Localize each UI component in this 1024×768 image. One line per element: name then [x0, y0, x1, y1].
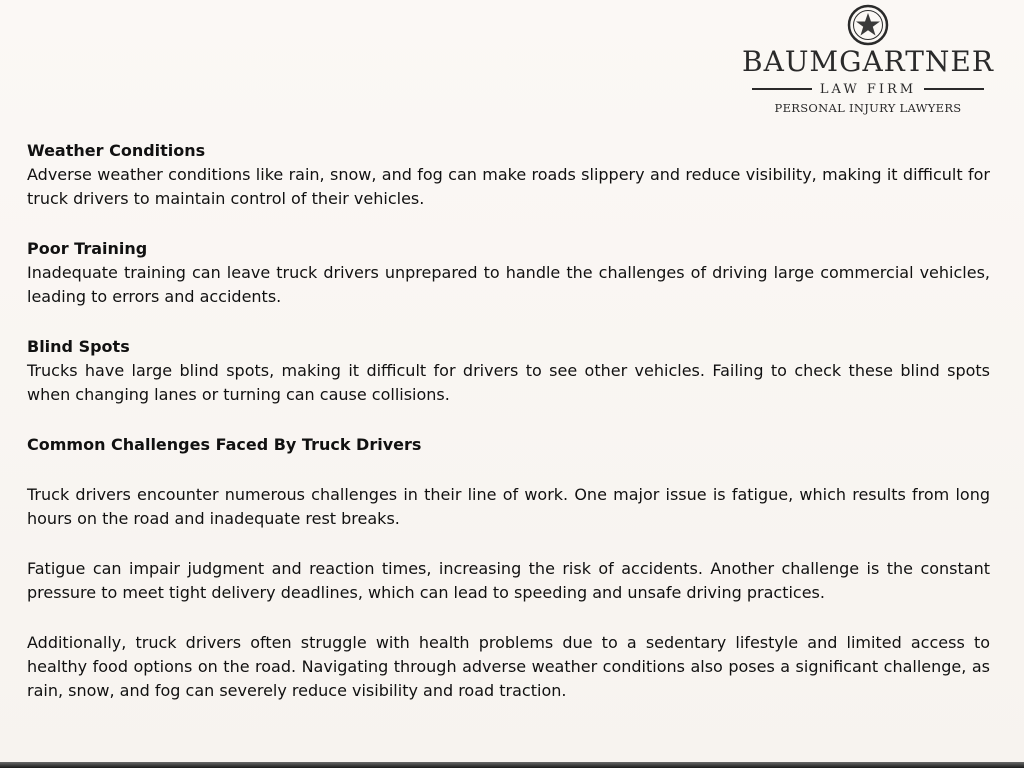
- heading-common-challenges: Common Challenges Faced By Truck Drivers: [27, 435, 422, 454]
- paragraph-challenges-3: Additionally, truck drivers often struggle with health problems due to a sedentary lifestyle and limited access to healthy food options on the road. Navigating through adverse weather conditions also poses a significant challenge, as rain, snow, and fog can severely reduce visibility and road traction.: [27, 633, 990, 700]
- content-body: [27, 139, 990, 703]
- law-firm-row: [722, 80, 1014, 98]
- firm-logo: [722, 2, 1014, 120]
- star-seal-icon: [847, 4, 889, 46]
- paragraph-challenges-1: Truck drivers encounter numerous challenges in their line of work. One major issue is fatigue, which results from long hours on the road and inadequate rest breaks.: [27, 485, 990, 528]
- heading-blind-spots: Blind Spots: [27, 337, 130, 356]
- paragraph-weather-conditions: Adverse weather conditions like rain, snow, and fog can make roads slippery and reduce visibility, making it difficult for truck drivers to maintain control of their vehicles.: [27, 165, 990, 208]
- law-firm-label: LAW FIRM: [819, 81, 917, 97]
- logo-rule-left: [752, 88, 812, 90]
- logo-rule-right: [924, 88, 984, 90]
- heading-weather-conditions: Weather Conditions: [27, 141, 206, 160]
- paragraph-poor-training: Inadequate training can leave truck drivers unprepared to handle the challenges of driving large commercial vehicles, leading to errors and accidents.: [27, 263, 990, 306]
- bottom-divider: [0, 762, 1024, 768]
- heading-poor-training: Poor Training: [27, 239, 148, 258]
- firm-tagline: PERSONAL INJURY LAWYERS: [774, 101, 962, 115]
- firm-name: BAUMGARTNER: [742, 45, 994, 78]
- paragraph-blind-spots: Trucks have large blind spots, making it difficult for drivers to see other vehicles. Failing to check these blind spots when changing lanes or turning can cause collisions.: [27, 361, 990, 404]
- paragraph-challenges-2: Fatigue can impair judgment and reaction times, increasing the risk of accidents. Another challenge is the constant pressure to meet tight delivery deadlines, which can lead to speeding and unsafe driving practices.: [27, 559, 990, 602]
